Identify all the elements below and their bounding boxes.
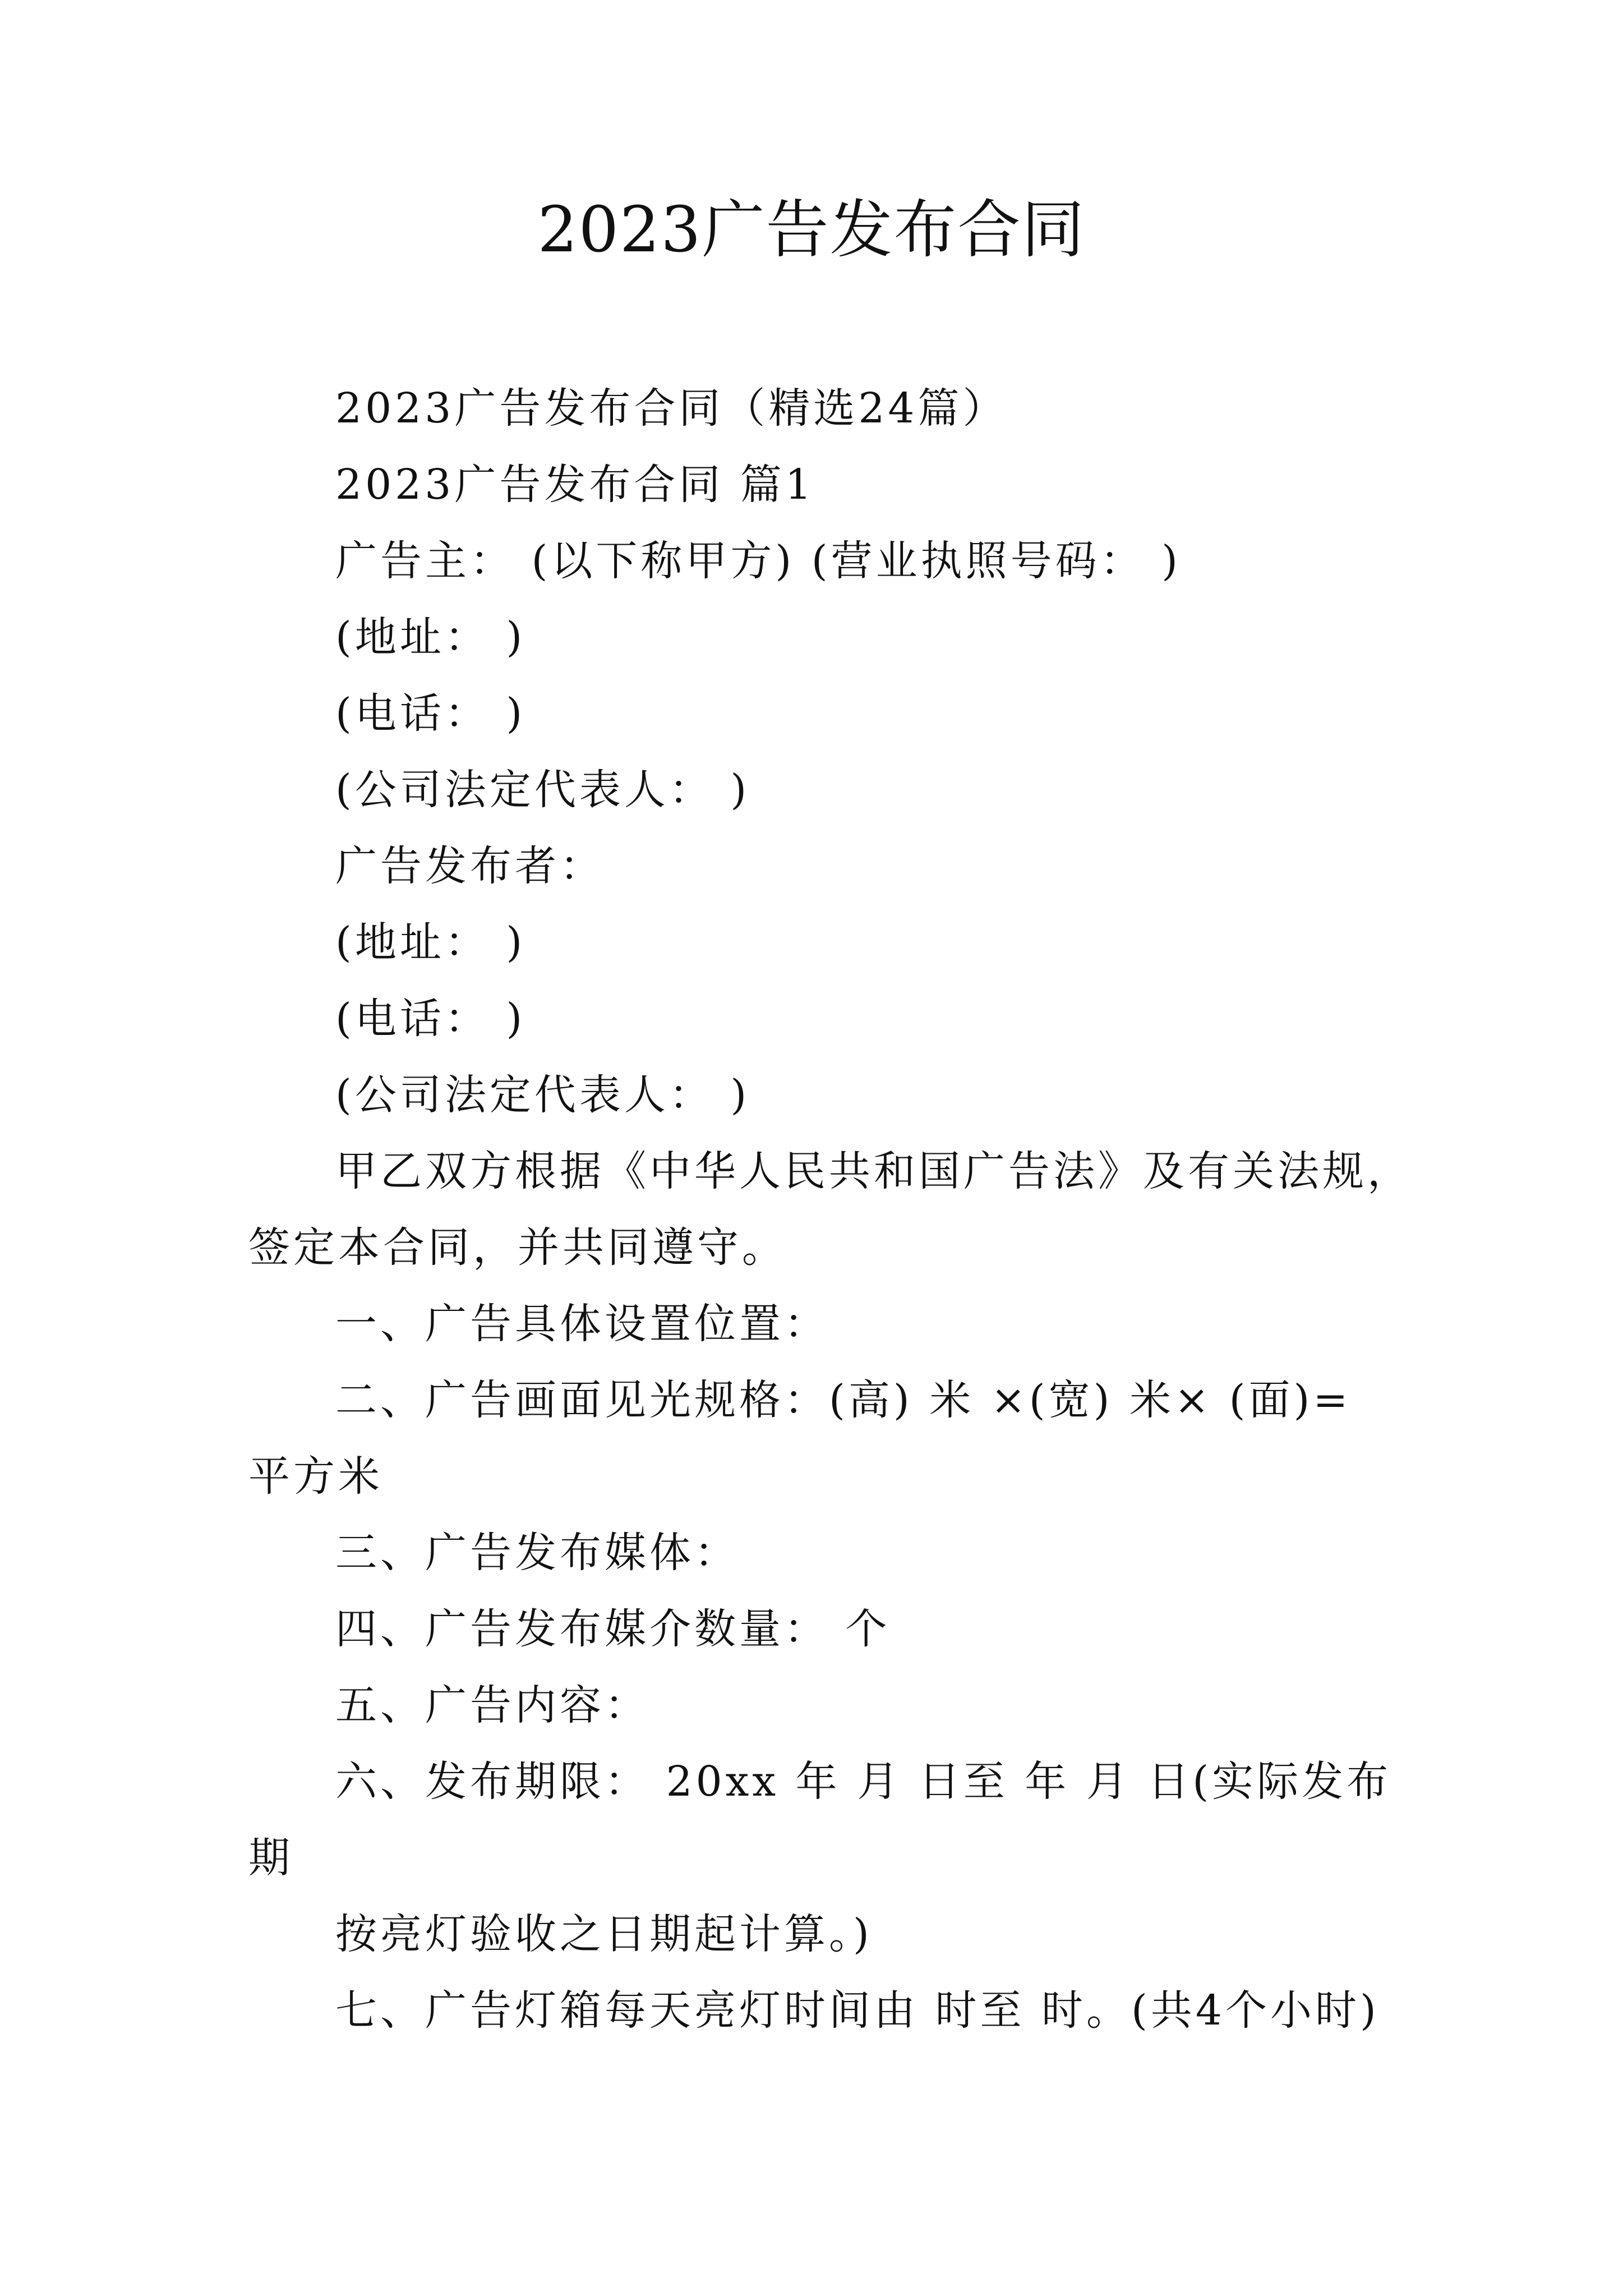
paragraph-line: 期 — [248, 1834, 293, 1882]
paragraph-line: 平方米 — [248, 1452, 383, 1501]
paragraph-line: 2023广告发布合同（精选24篇） — [335, 384, 1008, 432]
paragraph-line: (地址： ) — [335, 918, 526, 967]
paragraph-line: (公司法定代表人： ) — [335, 766, 750, 814]
paragraph-line: 四、广告发布媒介数量： 个 — [335, 1605, 891, 1653]
paragraph-line: 签定本合同，并共同遵守。 — [248, 1223, 787, 1272]
paragraph-line: (公司法定代表人： ) — [335, 1071, 750, 1119]
paragraph-line: (电话： ) — [335, 689, 526, 738]
paragraph-line: 五、广告内容： — [335, 1681, 649, 1729]
paragraph-line: 甲乙双方根据《中华人民共和国广告法》及有关法规， — [335, 1147, 1412, 1195]
paragraph-line: 六、发布期限： 20xx 年 月 日至 年 月 日(实际发布 — [335, 1757, 1392, 1806]
paragraph-line: (电话： ) — [335, 995, 526, 1043]
paragraph-line: 七、广告灯箱每天亮灯时间由 时至 时。(共4个小时) — [335, 1986, 1380, 2035]
paragraph-line: 按亮灯验收之日期起计算。) — [335, 1910, 873, 1958]
paragraph-line: 广告主： (以下称甲方) (营业执照号码： ) — [335, 537, 1182, 585]
paragraph-line: 一、广告具体设置位置： — [335, 1300, 829, 1348]
document-body — [248, 370, 1412, 2049]
document-title: 2023广告发布合同 — [537, 194, 1086, 266]
paragraph-line: 2023广告发布合同 篇1 — [335, 461, 815, 509]
paragraph-line: 二、广告画面见光规格：(高) 米 ×(宽) 米× (面)= — [335, 1376, 1352, 1424]
paragraph-line: 三、广告发布媒体： — [335, 1529, 739, 1577]
paragraph-line: (地址： ) — [335, 613, 526, 661]
paragraph-line: 广告发布者： — [335, 842, 605, 890]
